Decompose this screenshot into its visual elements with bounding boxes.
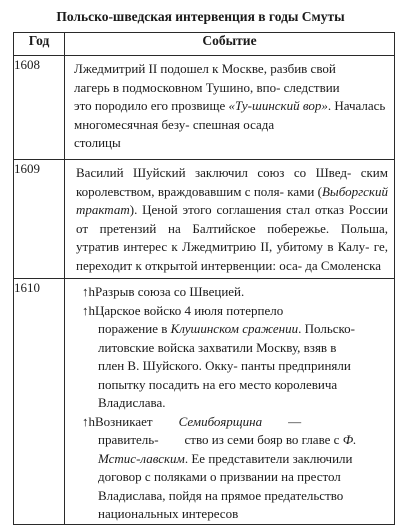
event-text-span: . Началась многомесячная безу- спешная осада bbox=[74, 98, 386, 132]
event-text-span: Василий Шуйский заключил союз со Швед- ским королевством, враждовавшим с поля- ками ( bbox=[76, 165, 388, 199]
bullet-text: . Ее представители заключили bbox=[184, 450, 353, 466]
event-line: столицы bbox=[74, 135, 121, 150]
event-italic-term: Ф. bbox=[342, 432, 357, 447]
table-row bbox=[14, 56, 395, 160]
bullet-marker: ↑h bbox=[82, 413, 95, 429]
year-cell: 1609 bbox=[14, 160, 65, 279]
column-header-event: Событие bbox=[65, 33, 395, 56]
event-italic-term: Семибоярщина bbox=[178, 413, 263, 429]
bullet-marker: ↑h bbox=[82, 284, 95, 299]
table-row bbox=[14, 160, 395, 279]
event-line: Лжедмитрий II подошел к Москве, разбив свой bbox=[74, 61, 336, 76]
bullet-text: Разрыв союза со Швецией. bbox=[95, 284, 245, 299]
bullet-line: Владислава. bbox=[98, 395, 166, 410]
year-cell: 1610 bbox=[14, 279, 65, 525]
bullet-line: договор с поляками о призвании на престол bbox=[98, 469, 341, 484]
bullet-item bbox=[70, 283, 388, 302]
event-text bbox=[65, 56, 394, 153]
bullet-item bbox=[70, 302, 388, 321]
event-text bbox=[65, 279, 394, 524]
event-line: лагерь в подмосковном Тушино, впо- следствии bbox=[74, 79, 340, 95]
event-cell bbox=[65, 160, 395, 279]
event-text-span: это породило его прозвище bbox=[74, 98, 229, 113]
table-header-row bbox=[14, 33, 395, 56]
bullet-line: попытку посадить на его место королевича bbox=[98, 376, 338, 392]
bullet-text: ство из семи бояр во главе с bbox=[184, 432, 343, 447]
bullet-line bbox=[70, 320, 388, 339]
event-text bbox=[65, 160, 394, 275]
bullet-line bbox=[70, 450, 388, 469]
table-row bbox=[14, 279, 395, 525]
year-cell: 1608 bbox=[14, 56, 65, 160]
bullet-line: плен В. Шуйского. Окку- панты предприняли bbox=[98, 358, 351, 373]
event-cell bbox=[65, 56, 395, 160]
column-header-year: Год bbox=[14, 33, 65, 56]
events-table bbox=[13, 32, 395, 525]
bullet-item bbox=[70, 413, 388, 432]
bullet-line: Владислава, пойдя на прямое предательство bbox=[98, 487, 344, 503]
bullet-text: Возникает bbox=[95, 413, 153, 429]
bullet-text: — bbox=[288, 413, 302, 429]
bullet-text: . Польско- bbox=[298, 321, 356, 336]
event-italic-term: «Ту-шинский вор» bbox=[228, 98, 328, 113]
event-text-span: ). Ценой этого соглашения стал отказ России от претензий на Балтийское побережье. Польша, утратив интерес к Лжедмитрию II, убитому в Калу- ге, переходит к открытой интервенции: оса- да Смоленска bbox=[76, 202, 388, 273]
bullet-line: национальных интересов bbox=[98, 506, 239, 521]
event-cell bbox=[65, 279, 395, 525]
bullet-marker: ↑h bbox=[82, 302, 95, 318]
event-italic-term: Клушинском сражении bbox=[170, 321, 299, 336]
event-italic-term: Мстис-лавским bbox=[98, 450, 185, 466]
bullet-text: поражение в bbox=[98, 321, 171, 336]
page-title: Польско-шведская интервенция в годы Смуты bbox=[56, 9, 345, 24]
bullet-text: правитель- bbox=[98, 432, 159, 447]
bullet-line bbox=[70, 431, 388, 450]
bullet-text: Царское войско 4 июля потерпело bbox=[95, 302, 284, 318]
bullet-line: литовские войска захватили Москву, взяв в bbox=[98, 339, 337, 355]
event-italic-term: Выборгский трактат bbox=[76, 183, 388, 217]
event-line bbox=[74, 97, 388, 134]
